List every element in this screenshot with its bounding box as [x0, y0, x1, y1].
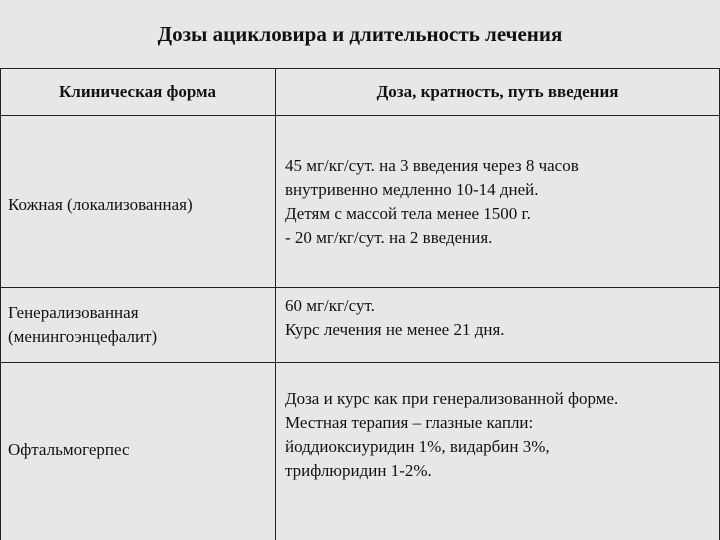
- row-3-form: Офтальмогерпес: [8, 440, 130, 459]
- header-clinical-form: Клиническая форма: [58, 81, 217, 101]
- row-3-dose: Доза и курс как при генерализованной форме. Местная терапия – глазные капли: йоддиоксиуридин 1%, видарбин 3%, трифлюридин 1-2%.: [285, 389, 619, 480]
- column-divider: [275, 68, 276, 540]
- header-dose: Доза, кратность, путь введения: [376, 81, 619, 101]
- row-2-dose: 60 мг/кг/сут. Курс лечения не менее 21 дня.: [285, 296, 505, 339]
- row-2-form: Генерализованная (менингоэнцефалит): [8, 303, 158, 346]
- page-title: Дозы ацикловира и длительность лечения: [157, 22, 563, 46]
- row-1-form: Кожная (локализованная): [8, 195, 193, 214]
- row-1-dose: 45 мг/кг/сут. на 3 введения через 8 часов внутривенно медленно 10-14 дней. Детям с массой тела менее 1500 г. - 20 мг/кг/сут. на 2 введения.: [285, 155, 579, 247]
- table-left-border: [0, 68, 1, 540]
- row-divider-2: [0, 362, 720, 363]
